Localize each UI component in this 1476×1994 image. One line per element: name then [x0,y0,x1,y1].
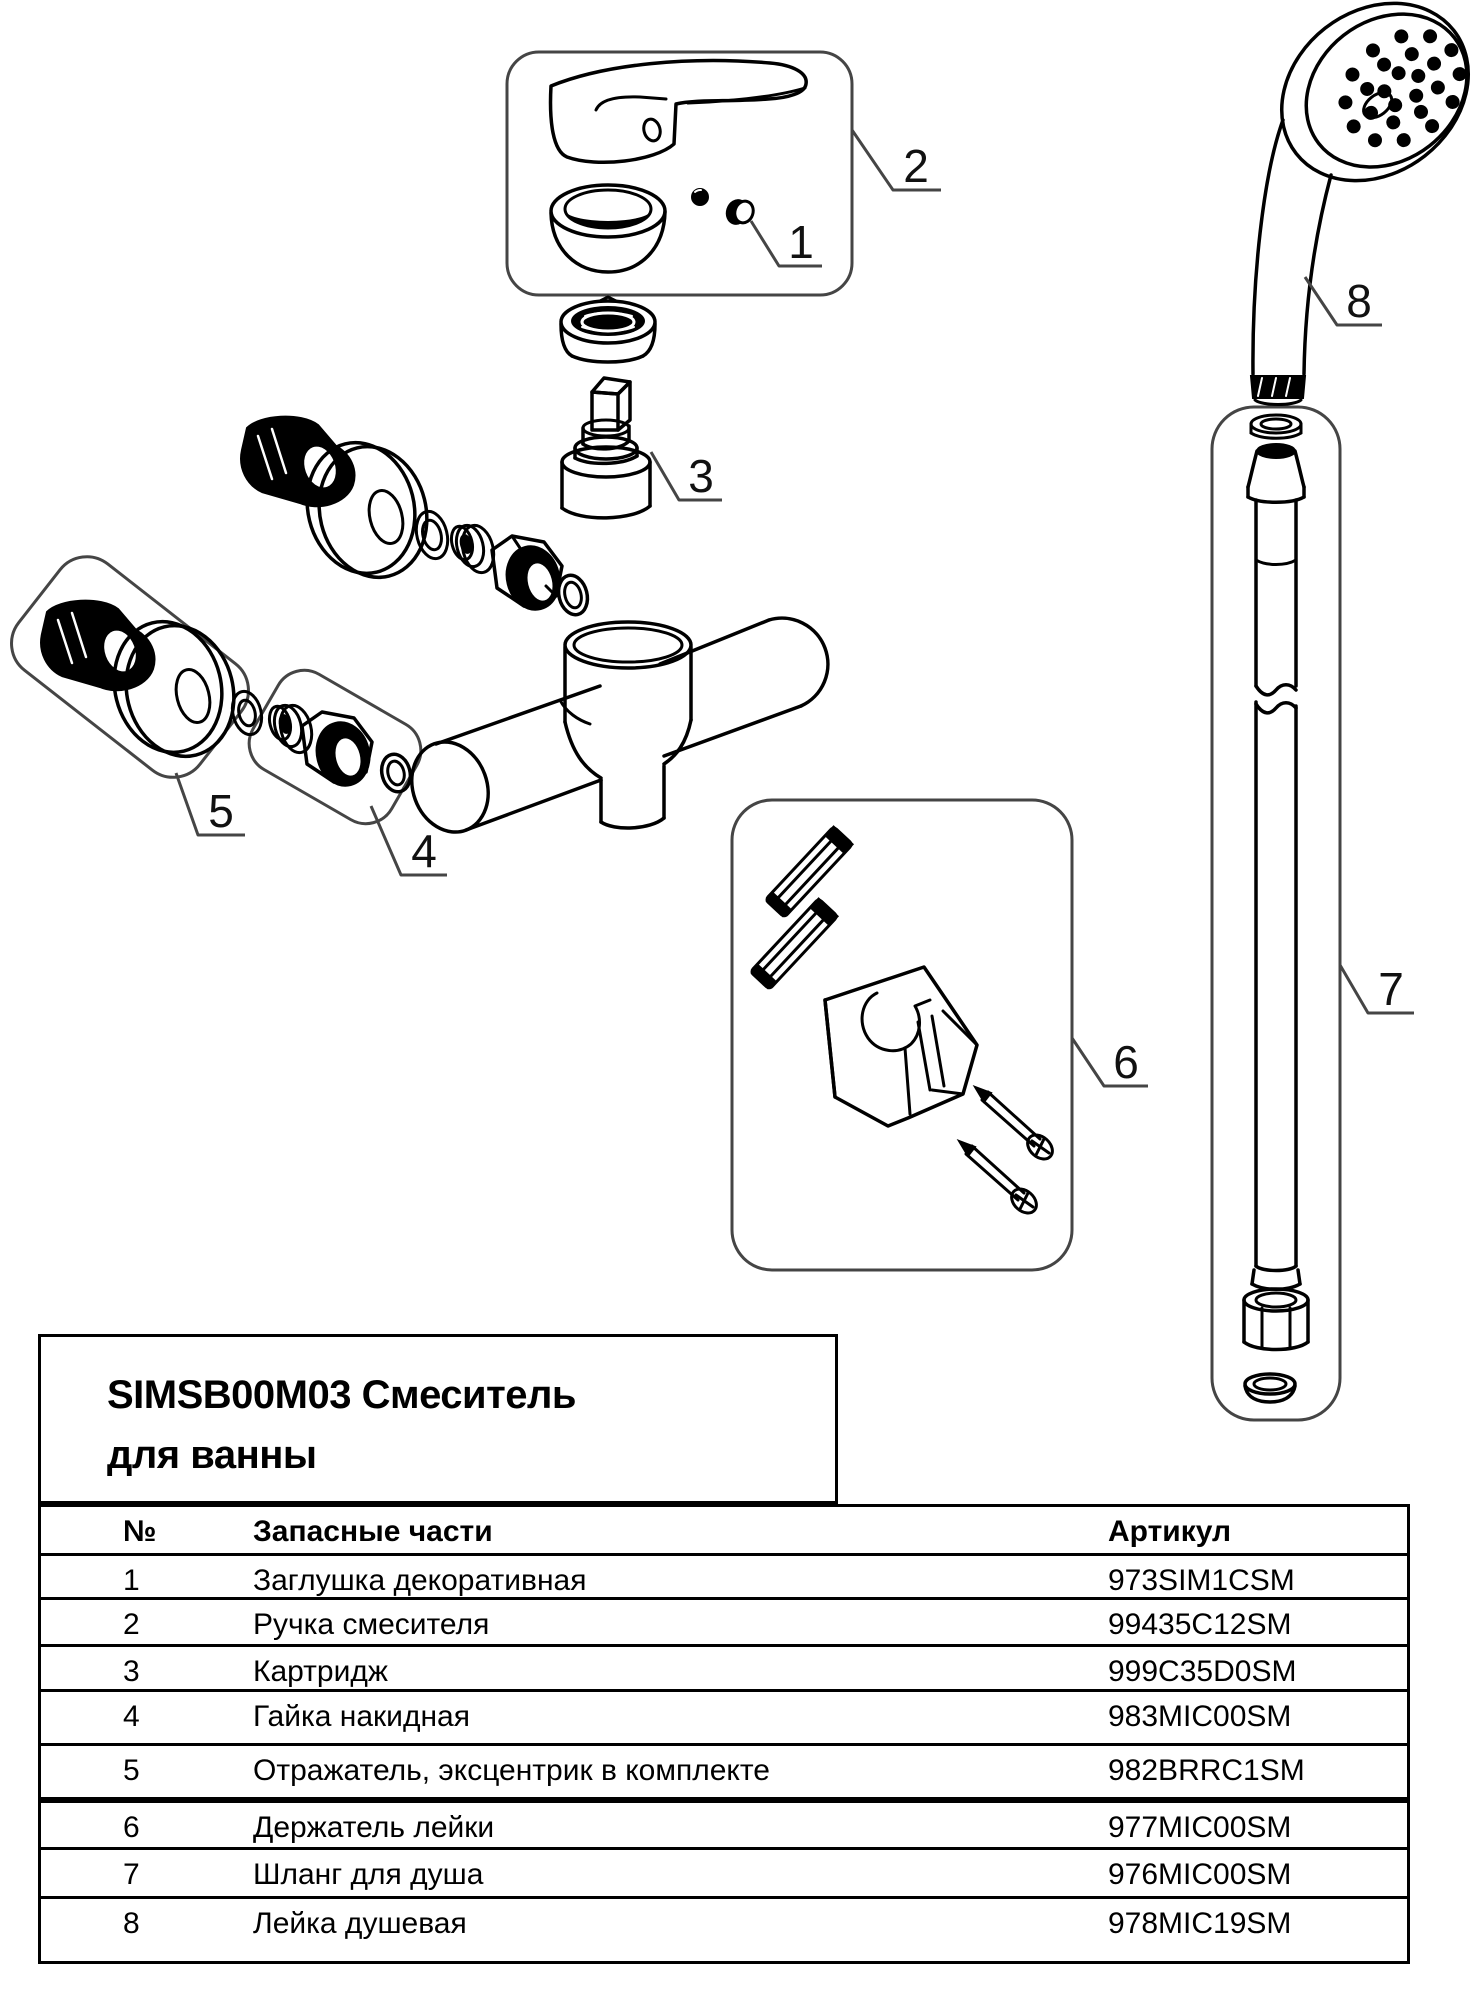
cartridge-drawing [562,378,650,518]
row-sku: 983MIC00SM [1108,1700,1292,1733]
product-title-line1: SIMSB00M03 Смеситель [107,1373,576,1417]
handle-base-ring-drawing [551,185,665,272]
wall-plug-drawing [765,827,852,918]
shower-hose-drawing [1244,415,1308,1402]
ring-shadow [565,210,651,229]
row-sku: 978MIC19SM [1108,1907,1292,1940]
row-num: 1 [123,1564,140,1597]
callout-1: 1 [788,216,814,268]
table-row [41,1644,1407,1689]
handle-ring-nut-drawing [561,297,655,362]
callout-7: 7 [1378,963,1404,1015]
group-7-frame [1212,407,1340,1420]
table-header-row [41,1507,1407,1553]
shower-head-drawing [1246,0,1476,405]
reflector-group-box [0,543,262,791]
handle-screw-drawing [692,189,708,205]
header-sku: Артикул [1108,1515,1232,1548]
callout-2: 2 [903,140,929,192]
header-part: Запасные части [253,1515,493,1548]
row-part: Отражатель, эксцентрик в комплекте [253,1754,770,1787]
hose-group-box [1212,407,1340,1420]
row-num: 2 [123,1608,140,1641]
row-part: Ручка смесителя [253,1608,490,1641]
spare-parts-table [38,1504,1410,1964]
table-row [41,1743,1407,1797]
callout-3: 3 [688,450,714,502]
row-part: Картридж [253,1655,388,1688]
callout-8: 8 [1346,275,1372,327]
row-sku: 976MIC00SM [1108,1858,1292,1891]
mixer-body-drawing [399,618,827,843]
product-title-line2: для ванны [107,1433,317,1477]
table-row [41,1553,1407,1597]
row-sku: 982BRRC1SM [1108,1754,1305,1787]
title-block [38,1334,838,1504]
row-part: Держатель лейки [253,1811,495,1844]
row-sku: 973SIM1CSM [1108,1564,1295,1597]
callout-5: 5 [208,785,234,837]
shower-bracket-drawing [825,967,977,1126]
table-row [41,1800,1407,1847]
holder-group-box [732,800,1072,1270]
row-sku: 99435C12SM [1108,1608,1292,1641]
header-num: № [123,1515,157,1548]
mixer-handle-drawing [551,61,807,163]
row-part: Лейка душевая [253,1907,467,1940]
row-num: 7 [123,1858,140,1891]
callout-4: 4 [411,825,437,877]
row-num: 3 [123,1655,140,1688]
row-sku: 977MIC00SM [1108,1811,1292,1844]
row-num: 8 [123,1907,140,1940]
row-part: Шланг для душа [253,1858,484,1891]
table-row [41,1896,1407,1961]
wall-plug-drawing [750,899,837,990]
upper-eccentric-assembly-drawing [241,417,591,618]
table-row [41,1689,1407,1743]
callout-6: 6 [1113,1036,1139,1088]
row-sku: 999C35D0SM [1108,1655,1297,1688]
row-num: 6 [123,1811,140,1844]
union-nut-group-box [228,659,432,834]
table-row [41,1847,1407,1896]
callouts [176,130,1414,1088]
row-num: 4 [123,1700,140,1733]
row-num: 5 [123,1754,140,1787]
row-part: Заглушка декоративная [253,1564,587,1597]
row-part: Гайка накидная [253,1700,470,1733]
mounting-screw-drawing [975,1087,1057,1164]
table-row [41,1597,1407,1644]
mounting-screw-drawing [959,1141,1041,1218]
